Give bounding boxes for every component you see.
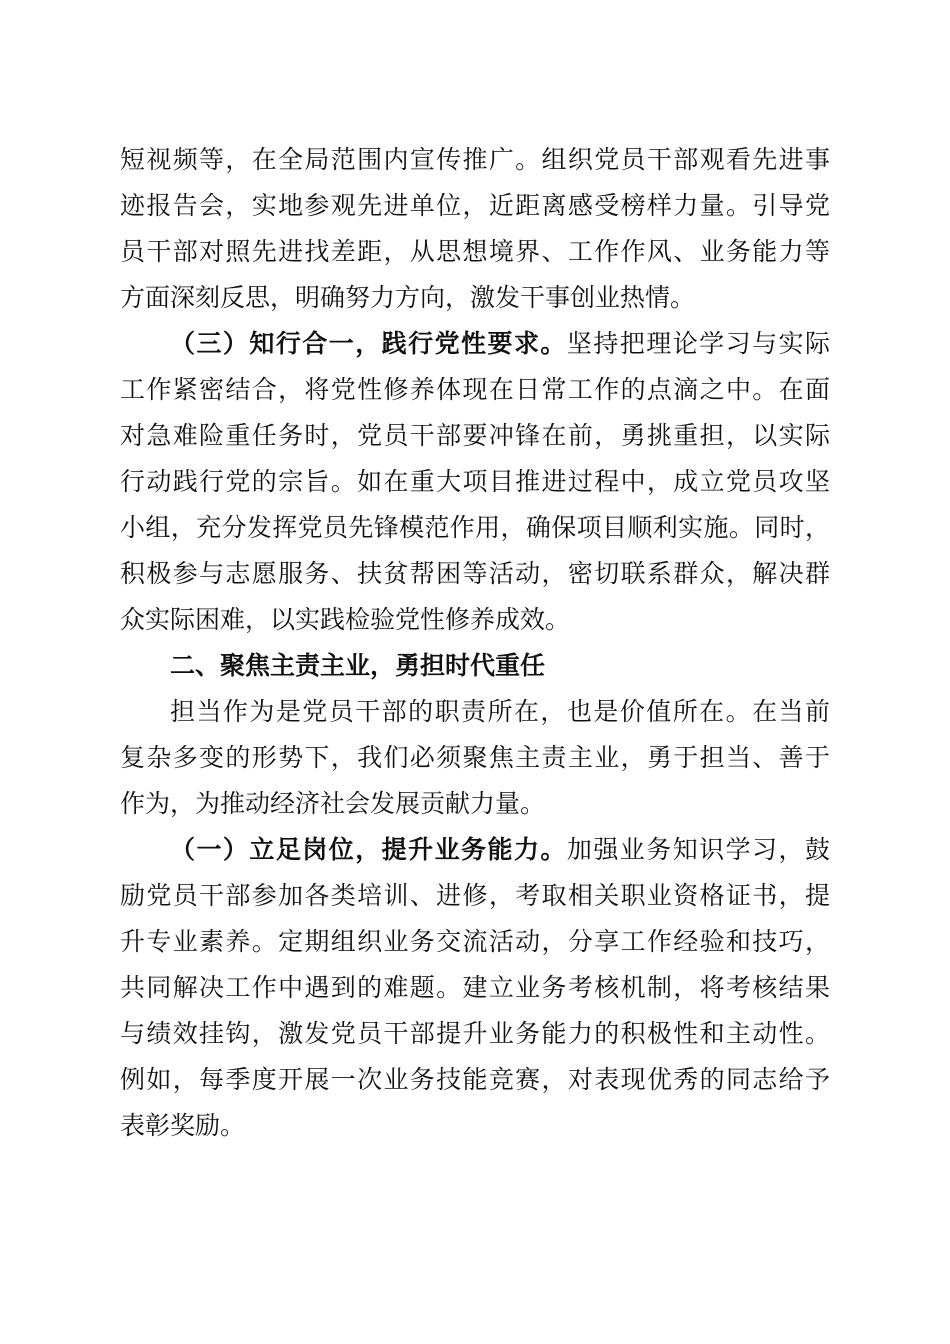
body-text-line: 与绩效挂钩，激发党员干部提升业务能力的积极性和主动性。 xyxy=(120,1019,830,1048)
body-text-line: 共同解决工作中遇到的难题。建立业务考核机制，将考核结果 xyxy=(120,973,830,1002)
body-text-run: 加强业务知识学习，鼓 xyxy=(566,835,830,864)
body-text-line: 短视频等，在全局范围内宣传推广。组织党员干部观看先进事 xyxy=(120,145,830,174)
body-text-line: 例如，每季度开展一次业务技能竞赛，对表现优秀的同志给予 xyxy=(120,1065,830,1094)
subsection-paragraph-first-line xyxy=(170,830,830,870)
body-text-line: 表彰奖励。 xyxy=(120,1111,246,1140)
body-text-line: 行动践行党的宗旨。如在重大项目推进过程中，成立党员攻坚 xyxy=(120,467,830,496)
subsection-heading-one: （一）立足岗位，提升业务能力。 xyxy=(170,835,567,864)
subsection-paragraph-first-line xyxy=(170,324,830,364)
body-text-line: 对急难险重任务时，党员干部要冲锋在前，勇挑重担，以实际 xyxy=(120,421,830,450)
body-text-run: 坚持把理论学习与实际 xyxy=(566,329,830,358)
body-text-line: 小组，充分发挥党员先锋模范作用，确保项目顺利实施。同时， xyxy=(120,513,830,542)
body-text-line: 方面深刻反思，明确努力方向，激发干事创业热情。 xyxy=(120,283,696,312)
body-text-line: 作为，为推动经济社会发展贡献力量。 xyxy=(120,789,546,818)
body-text-line: 工作紧密结合，将党性修养体现在日常工作的点滴之中。在面 xyxy=(120,375,830,404)
subsection-heading-three: （三）知行合一，践行党性要求。 xyxy=(170,329,567,358)
section-heading-two: 二、聚焦主责主业，勇担时代重任 xyxy=(170,651,546,680)
body-text-line: 员干部对照先进找差距，从思想境界、工作作风、业务能力等 xyxy=(120,237,830,266)
body-text-line: 积极参与志愿服务、扶贫帮困等活动，密切联系群众，解决群 xyxy=(120,559,830,588)
body-text-line: 担当作为是党员干部的职责所在，也是价值所在。在当前 xyxy=(170,697,830,726)
body-text-line: 升专业素养。定期组织业务交流活动，分享工作经验和技巧， xyxy=(120,927,830,956)
body-text-line: 众实际困难，以实践检验党性修养成效。 xyxy=(120,605,571,634)
body-text-line: 励党员干部参加各类培训、进修，考取相关职业资格证书，提 xyxy=(120,881,830,910)
body-text-line: 复杂多变的形势下，我们必须聚焦主责主业，勇于担当、善于 xyxy=(120,743,830,772)
body-text-line: 迹报告会，实地参观先进单位，近距离感受榜样力量。引导党 xyxy=(120,191,830,220)
